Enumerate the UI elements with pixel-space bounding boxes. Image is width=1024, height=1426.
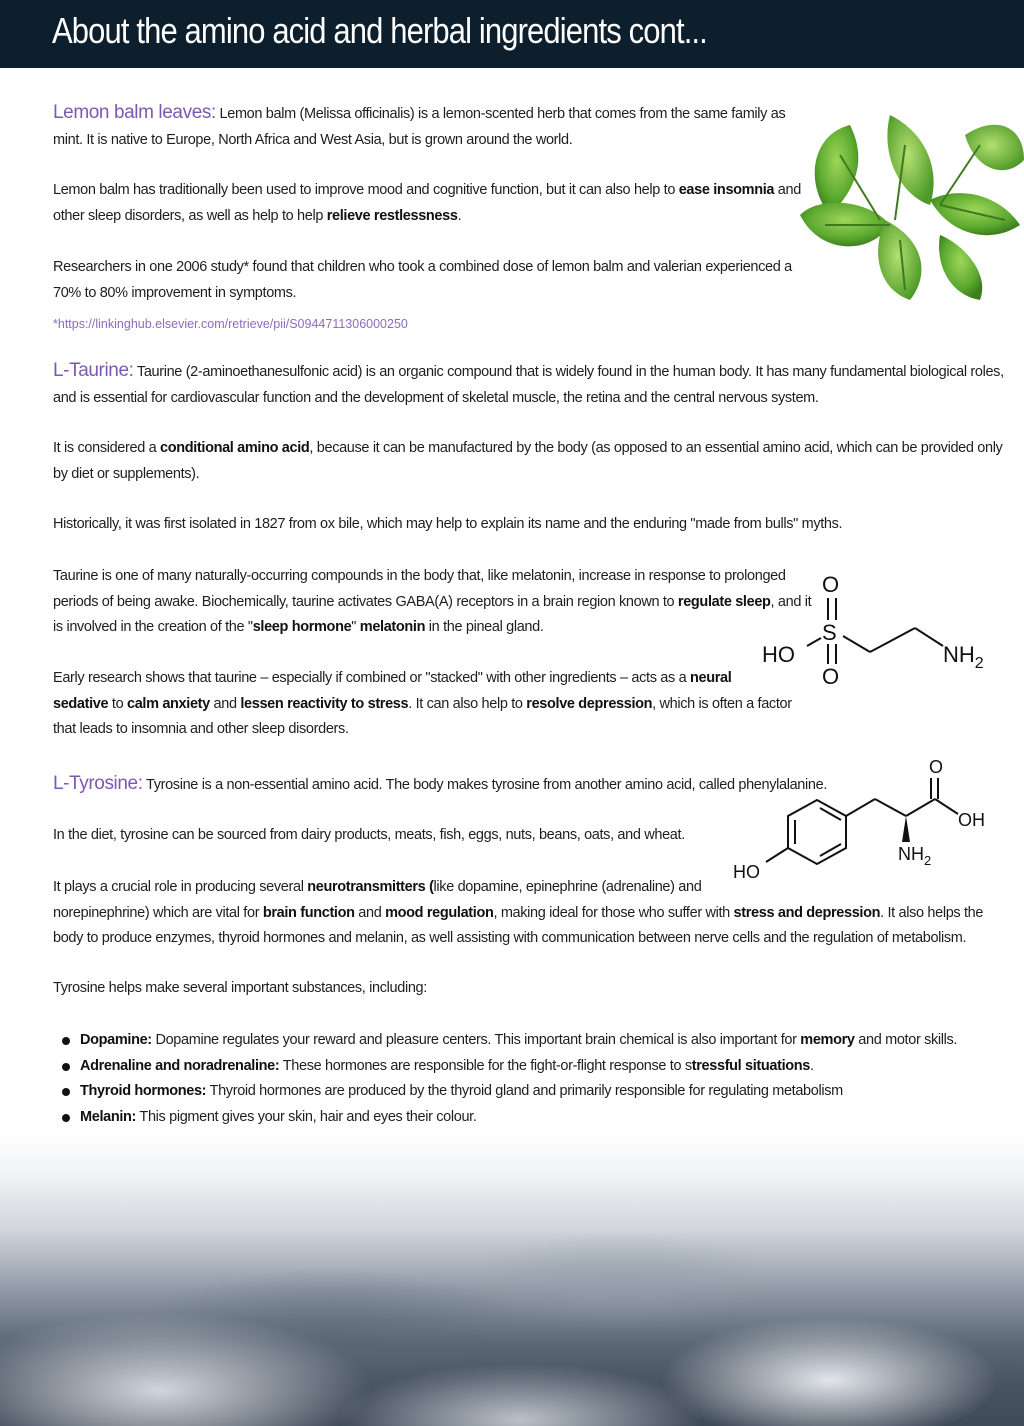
list-item: Dopamine: Dopamine regulates your reward and pleasure centers. This important brain chemical is also important for memory and motor skills. xyxy=(62,1028,957,1054)
title-banner xyxy=(0,0,1024,68)
lemon-balm-intro: Lemon balm leaves: Lemon balm (Melissa officinalis) is a lemon-scented herb that comes from the same family as mint. It is native to Europe, North Africa and West Asia, but is grown around the world. xyxy=(53,102,786,148)
leaf-7 xyxy=(939,235,982,300)
leaf-6 xyxy=(965,125,1024,170)
tyrosine-paragraph-4: Tyrosine helps make several important substances, including: xyxy=(53,980,427,996)
taurine-ho: HO xyxy=(762,642,795,667)
taurine-paragraph-4: Taurine is one of many naturally-occurring compounds in the body that, like melatonin, increase in response to prolonged periods of being awake. Biochemically, taurine activates GABA(A) receptors in a brain region known to regulate sleep, and it is involved in the creation of the "sleep hormone" melatonin in the pineal gland. xyxy=(53,568,812,635)
tyrosine-paragraph-3: It plays a crucial role in producing several neurotransmitters (like dopamine, epinephrine (adrenaline) and norepinephrine) which are vital for brain function and mood regulation, making ideal for those who suffer with stress and depression. It also helps the body to produce enzymes, thyroid hormones and melanin, as well assisting with communication between nerve cells and the regulation of metabolism. xyxy=(53,879,984,946)
list-item: Melanin: This pigment gives your skin, hair and eyes their colour. xyxy=(62,1105,957,1131)
storm-clouds-image xyxy=(0,1130,1024,1426)
tyrosine-structure-diagram xyxy=(730,752,1000,882)
lemon-balm-leaves-image xyxy=(790,105,1024,305)
tyrosine-heading: L-Tyrosine: xyxy=(53,773,143,794)
taurine-o-bottom: O xyxy=(822,664,840,689)
leaf-2 xyxy=(887,115,933,205)
taurine-s: S xyxy=(822,620,837,645)
taurine-o-top: O xyxy=(822,572,840,597)
list-item: Thyroid hormones: Thyroid hormones are produced by the thyroid gland and primarily responsible for regulating metabolism xyxy=(62,1079,957,1105)
svg-text:NH2: $NH_2$ xyxy=(898,844,932,868)
taurine-paragraph-5: Early research shows that taurine – especially if combined or "stacked" with other ingredients – acts as a neural sedative to calm anxiety and lessen reactivity to stress. It can also help to resolve depression, which is often a factor that leads to insomnia and other sleep disorders. xyxy=(53,670,792,737)
tyrosine-ho: HO xyxy=(733,862,760,882)
tyrosine-intro: L-Tyrosine: Tyrosine is a non-essential amino acid. The body makes tyrosine from another amino acid, called phenylalanine. xyxy=(53,773,827,794)
taurine-structure-diagram xyxy=(755,568,1005,693)
leaf-1 xyxy=(815,125,859,215)
reference-link[interactable]: *https://linkinghub.elsevier.com/retrieve/pii/S0944711306000250 xyxy=(53,317,408,331)
lemon-balm-paragraph-3: Researchers in one 2006 study* found that children who took a combined dose of lemon balm and valerian experienced a 70% to 80% improvement in symptoms. xyxy=(53,259,792,301)
taurine-paragraph-3: Historically, it was first isolated in 1827 from ox bile, which may help to explain its name and the enduring "made from bulls" myths. xyxy=(53,516,843,532)
lemon-balm-paragraph-2: Lemon balm has traditionally been used to improve mood and cognitive function, but it can also help to ease insomnia and other sleep disorders, as well as help to help relieve restlessness. xyxy=(53,182,801,224)
tyrosine-oh: OH xyxy=(958,810,985,830)
taurine-paragraph-2: It is considered a conditional amino acid, because it can be manufactured by the body (as opposed to an essential amino acid, which can be provided only by diet or supplements). xyxy=(53,440,1003,482)
taurine-heading: L-Taurine: xyxy=(53,360,134,381)
svg-text:NH2: $NH_2$ xyxy=(943,642,984,672)
lemon-balm-heading: Lemon balm leaves: xyxy=(53,102,216,123)
tyrosine-paragraph-2: In the diet, tyrosine can be sourced from dairy products, meats, fish, eggs, nuts, beans, oats, and wheat. xyxy=(53,827,685,843)
taurine-intro: L-Taurine: Taurine (2-aminoethanesulfonic acid) is an organic compound that is widely found in the human body. It has many fundamental biological roles, and is essential for cardiovascular function and the development of skeletal muscle, the retina and the central nervous system. xyxy=(53,360,1004,406)
page-title: About the amino acid and herbal ingredients cont... xyxy=(52,10,707,51)
tyrosine-o: O xyxy=(929,757,944,777)
list-item: Adrenaline and noradrenaline: These hormones are responsible for the fight-or-flight response to stressful situations. xyxy=(62,1054,957,1080)
tyrosine-substances-list xyxy=(62,1028,957,1130)
leaf-4 xyxy=(878,220,921,300)
